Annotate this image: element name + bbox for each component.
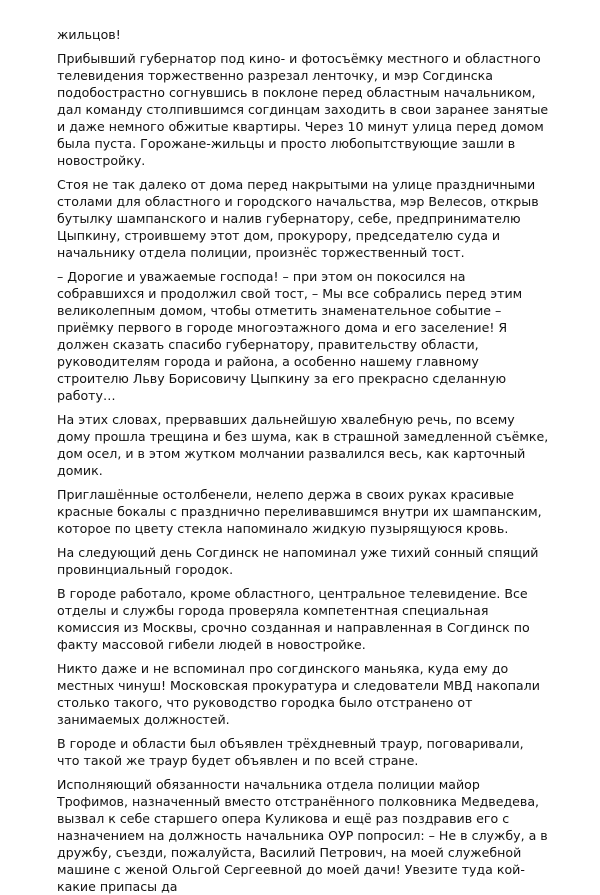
paragraph-11: Исполняющий обязанности начальника отдела полиции майор Трофимов, назначенный вместо отстранённого полковника Медведева, вызвал к себе старшего опера Куликова и ещё раз поздравив его с назначением на должность начальника ОУР попросил: – Не в службу, а в дружбу, съезди, пожалуйста, Василий Петрович, на моей служебной машине с женой Ольгой Сергеевной до моей дачи! Увезите туда кой-какие припасы да xyxy=(57,777,548,894)
paragraph-2: Прибывший губернатор под кино- и фотосъёмку местного и областного телевидения торжественно разрезал ленточку, и мэр Согдинска подобострастно согнувшись в поклоне перед областным начальником, дал команду столпившимся согдинцам заходить в свои заранее занятые и даже немного обжитые квартиры. Через 10 минут улица перед домом была пуста. Горожане-жильцы и просто любопытствующие зашли в новостройку. xyxy=(57,51,549,168)
paragraph-1: жильцов! xyxy=(57,27,121,42)
paragraph-7: На следующий день Согдинск не напоминал уже тихий сонный спящий провинциальный городок. xyxy=(57,545,539,577)
paragraph-5: На этих словах, прервавших дальнейшую хвалебную речь, по всему дому прошла трещина и без шума, как в страшной замедленной съёмке, дом осел, и в этом жутком молчании развалился весь, как карточный домик. xyxy=(57,412,549,478)
paragraph-4: – Дорогие и уважаемые господа! – при этом он покосился на собравшихся и продолжил свой тост, – Мы все собрались перед этим великолепным домом, чтобы отметить знаменательное событие – приёмку первого в городе многоэтажного дома и его заселение! Я должен сказать спасибо губернатору, правительству области, руководителям города и района, а особенно нашему главному строителю Льву Борисовичу Цыпкину за его прекрасно сделанную работу… xyxy=(57,269,523,403)
paragraph-8: В городе работало, кроме областного, центральное телевидение. Все отделы и службы города проверяла компетентная специальная комиссия из Москвы, срочно созданная и направленная в Согдинск по факту массовой гибели людей в новостройке. xyxy=(57,586,530,652)
paragraph-10: В городе и области был объявлен трёхдневный траур, поговаривали, что такой же траур будет объявлен и по всей стране. xyxy=(57,736,524,768)
paragraph-3: Стоя не так далеко от дома перед накрытыми на улице праздничными столами для областного и городского начальства, мэр Велесов, открыв бутылку шампанского и налив губернатору, себе, предпринимателю Цыпкину, строившему этот дом, прокурору, председателю суда и начальнику отдела полиции, произнёс торжественный тост. xyxy=(57,177,539,260)
paragraph-9: Никто даже и не вспоминал про согдинского маньяка, куда ему до местных чинуш! Московская прокуратура и следователи МВД накопали столько такого, что руководство городка было отстранено от занимаемых должностей. xyxy=(57,661,540,727)
paragraph-6: Приглашённые остолбенели, нелепо держа в своих руках красивые красные бокалы с празднично переливавшимся внутри их шампанским, которое по цвету стекла напоминало жидкую пузырящуюся кровь. xyxy=(57,487,542,536)
